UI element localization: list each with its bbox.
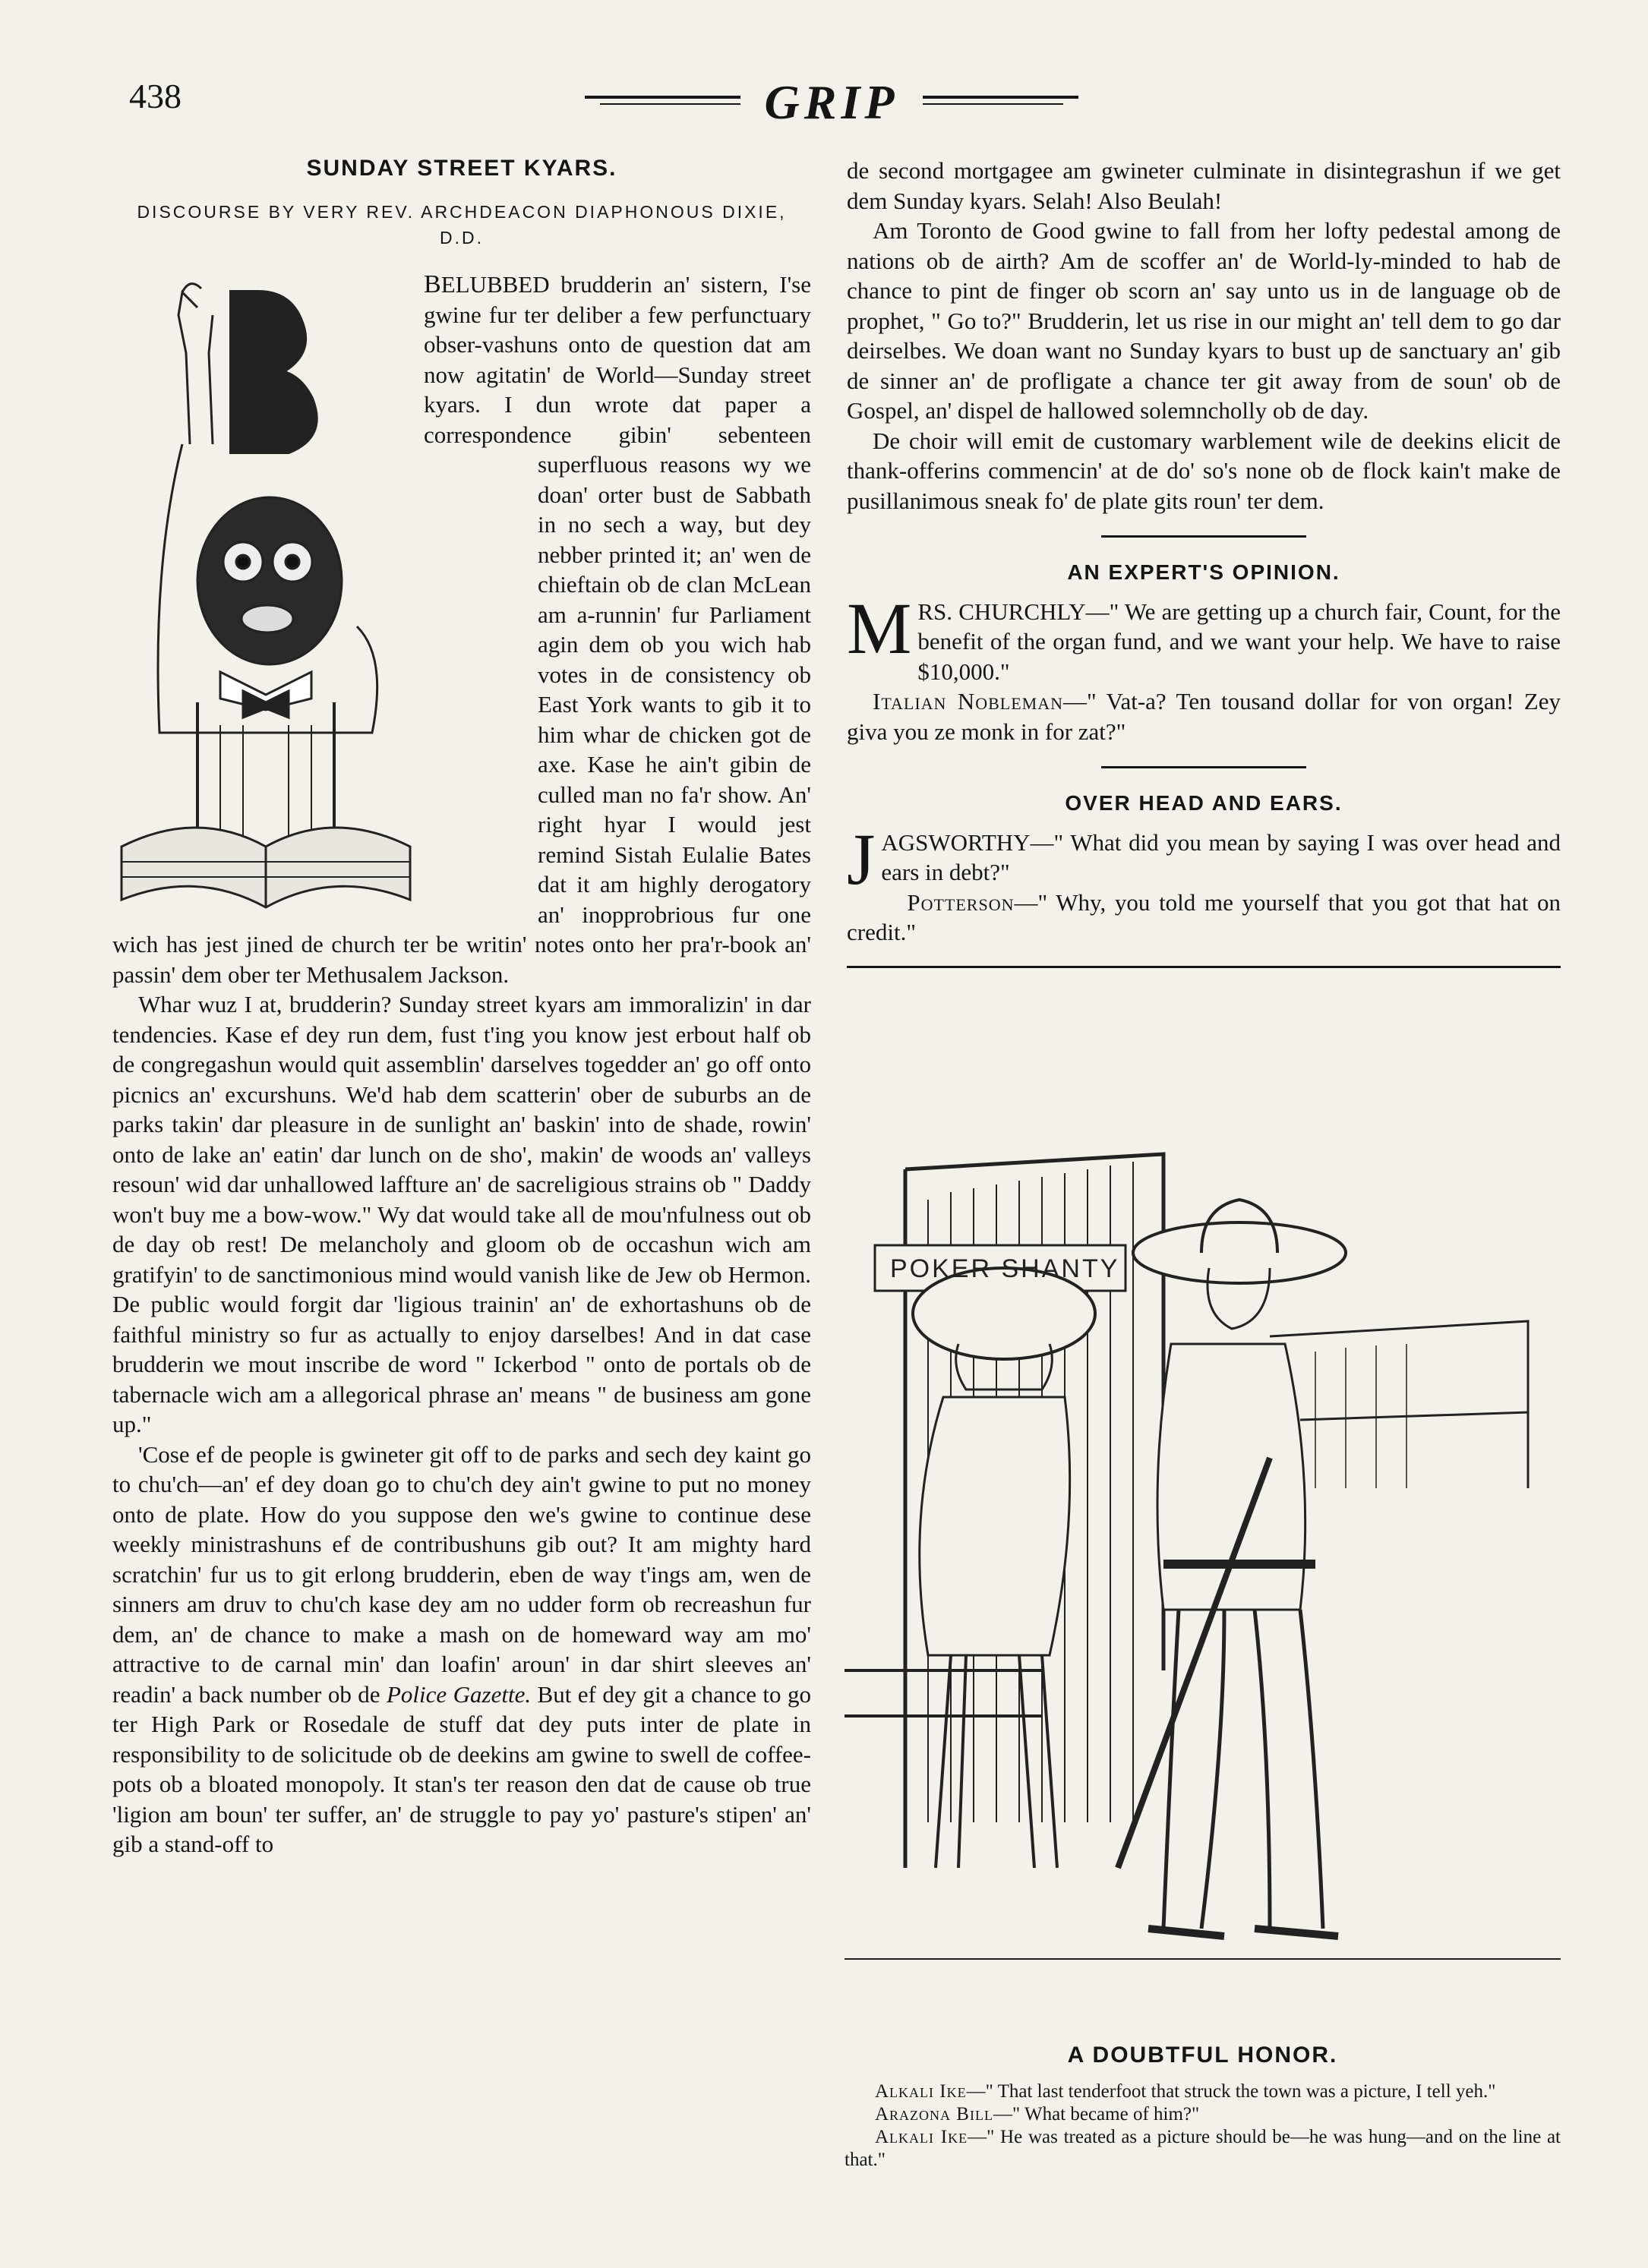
masthead-rule-right-2 — [923, 103, 1063, 105]
article2-line1-text: —" We are getting up a church fair, Count, for the benefit of the organ fund, and we want your help. We have to raise $10,000." — [917, 598, 1561, 685]
article1-paragraph-2: Whar wuz I at, brudderin? Sunday street kyars am immoralizin' in dar tendencies. Kase ef dey run dem, fust t'ing you know jest erbout half ob de congregashun would quit assemblin' darselves togedder an' go off onto picnics an' excurshuns. We'd hab dem scatterin' ober de suburbs an de parks takin' dar pleasure in de sunlight an' baskin' into de shade, rowin' onto de lake an' eatin' dar lunch on de sho', makin' de woods an' valleys resoun' wid dar unhallowed laffture an' de sacreligious strains ob " Daddy won't buy me a bow-wow." Wy dat would take all de mou'nfulness out ob de day ob rest! De melancholy and gloom ob de occashun wich am gratifyin' to de sanctimonious mind would vanish like de Jew ob Hermon. De public would forgit dar 'ligious trainin' an' de exhortashuns ob de faithful ministry so fur as actually to enjoy darselbes! And in dat case brudderin we mout inscribe de word " Ickerbod " onto de portals ob de tabernacle wich am a allegorical phrase an' means " de business am gone up." — [112, 991, 811, 1437]
float-spacer-mid — [112, 456, 538, 926]
cartoon-illustration — [845, 1139, 1561, 2027]
masthead — [585, 74, 1078, 128]
article1-body — [112, 270, 811, 1860]
section-divider-3 — [847, 966, 1561, 968]
section-divider-1 — [1101, 535, 1306, 538]
cartoon-line-3 — [845, 2126, 1561, 2172]
article-title: SUNDAY STREET KYARS. — [306, 156, 617, 181]
article1-p3a: 'Cose ef de people is gwineter git off to de parks and sech dey kaint go to chu'ch—an' ef dey doan go to chu'ch dey ain't gwine to put no money onto de plate. How do you suppose den we's gwine to continue dese weekly ministrashuns ef de contribushuns gib out? It am mighty hard scratchin' fur us to git erlong brudderin, eben de way t'ings am, wen de sinners am druv to chu'ch kase dey am no udder form ob recreashun fur dem, an' de chance to make a mash on de homeward way am mo' attractive to de carnal min' dan loafin' aroun' in dar shirt sleeves an' readin' a back number ob de — [112, 1440, 811, 1708]
poker-shanty-sign: POKER SHANTY — [890, 1254, 1120, 1283]
speaker-alkali-ike-2: Alkali Ike — [875, 2127, 968, 2147]
float-spacer-top — [112, 270, 424, 456]
cartoon-dialogue — [845, 2080, 1561, 2172]
cartoon-line3-text: —" He was treated as a picture should be—he was hung—and on the line at that." — [845, 2127, 1561, 2170]
article3-line1 — [847, 818, 1561, 900]
speaker-mrs-churchly: RS. CHURCHLY — [917, 598, 1086, 625]
article2-line2 — [847, 686, 1561, 746]
article-byline: DISCOURSE BY VERY REV. ARCHDEACON DIAPHONOUS DIXIE, D.D. — [137, 202, 787, 248]
article3-line2 — [847, 888, 1561, 948]
masthead-rule-left-2 — [600, 103, 740, 105]
speaker-arazona-bill: Arazona Bill — [875, 2104, 993, 2124]
masthead-title: GRIP — [764, 75, 899, 129]
article3-title: OVER HEAD AND EARS. — [1065, 791, 1343, 815]
article1-paragraph-4: Am Toronto de Good gwine to fall from her lofty pedestal among de nations ob de airth? Am de scoffer an' de World-ly-minded to hab de chance to pint de finger ob scorn an' say unto us in de language ob de prophet, " Go to?" Brudderin, let us rise in our might an' tell dem to go dar deirselbes. We doan want no Sunday kyars to bust up de sanctuary an' gib de sinner an' de profligate a chance ter git away from de soun' ob de Gospel, an' dispel de hallowed solemncholly ob de day. — [847, 217, 1561, 424]
speaker-alkali-ike-1: Alkali Ike — [875, 2081, 967, 2102]
article1-paragraph-3 — [112, 1440, 811, 1860]
article1-p3-italic: Police Gazette. — [387, 1680, 532, 1708]
cartoon-title: A DOUBTFUL HONOR. — [1067, 2042, 1338, 2068]
cartoon-line2-text: —" What became of him?" — [993, 2104, 1200, 2124]
article2-title: AN EXPERT'S OPINION. — [1067, 560, 1340, 584]
article1-paragraph-5: De choir will emit de customary warblement wile de deekins elicit de thank-offerins commencin' at de do' so's none ob de flock kain't make de pusillanimous sneak fo' de plate gits roun' ter dem. — [847, 427, 1561, 514]
cartoon-line1-text: —" That last tenderfoot that struck the town was a picture, I tell yeh." — [966, 2081, 1496, 2102]
cartoon-caption — [845, 2042, 1561, 2172]
drop-cap-b: B — [424, 270, 441, 298]
cartoon-line-2 — [845, 2103, 1561, 2126]
cartoon-line-1 — [845, 2080, 1561, 2103]
article1-p3b: But ef dey git a chance to go ter High Park or Rosedale de stuff dat dey puts inter de plate in responsibility to de solicitude ob de deekins am gwine to swell de coffee-pots ob a bloated monopoly. It stan's ter reason den dat de cause ob true 'ligion am boun' ter suffer, an' de struggle to pay yo' pasture's stipen' an' gib a stand-off to — [112, 1680, 811, 1857]
masthead-rule-right — [923, 96, 1078, 99]
article1-continued: de second mortgagee am gwineter culminate in disintegrashun if we get dem Sunday kyars. Selah! Also Beulah! — [847, 157, 1561, 214]
drop-cap-m: M — [847, 587, 912, 669]
right-column — [847, 156, 1561, 968]
article2-line1 — [847, 587, 1561, 687]
section-divider-2 — [1101, 766, 1306, 768]
page-number: 438 — [129, 77, 182, 115]
masthead-rule-left — [585, 96, 740, 99]
article2-line2-text: —" Vat-a? Ten tousand dollar for von organ! Zey giva you ze monk in for zat?" — [847, 688, 1561, 745]
article1-p1-text: ELUBBED brudderin an' sistern, I'se gwine fur ter deliber a few perfunctuary obser-vashuns onto de question dat am now agitatin' de World—Sunday street kyars. I dun wrote dat paper a correspondence gibin' sebenteen superfluous reasons wy we doan' orter bust de Sabbath in no sech a way, but dey nebber printed it; an' wen de chieftain ob de clan McLean am a-runnin' fur Parliament agin dem ob you wich hab votes in de consistency ob East York wants to gib it to him whar de chicken got de axe. Kase he ain't gibin de culled man no fa'r show. An' right hyar I would jest remind Sistah Eulalie Bates dat it am highly derogatory an' inopprobrious fur one wich has jest jined de church ter be writin' notes onto her pra'r-book an' passin' dem ober ter Methusalem Jackson. — [112, 271, 811, 988]
article3-line2-text: —" Why, you told me yourself that you got that hat on credit." — [847, 888, 1561, 945]
speaker-jagsworthy: AGSWORTHY — [881, 828, 1031, 856]
drop-cap-j: J — [847, 818, 876, 900]
speaker-italian-nobleman: Italian Nobleman — [873, 688, 1064, 714]
article3-line1-text: —" What did you mean by saying I was over head and ears in debt?" — [881, 828, 1561, 885]
speaker-potterson: Potterson — [907, 888, 1015, 916]
